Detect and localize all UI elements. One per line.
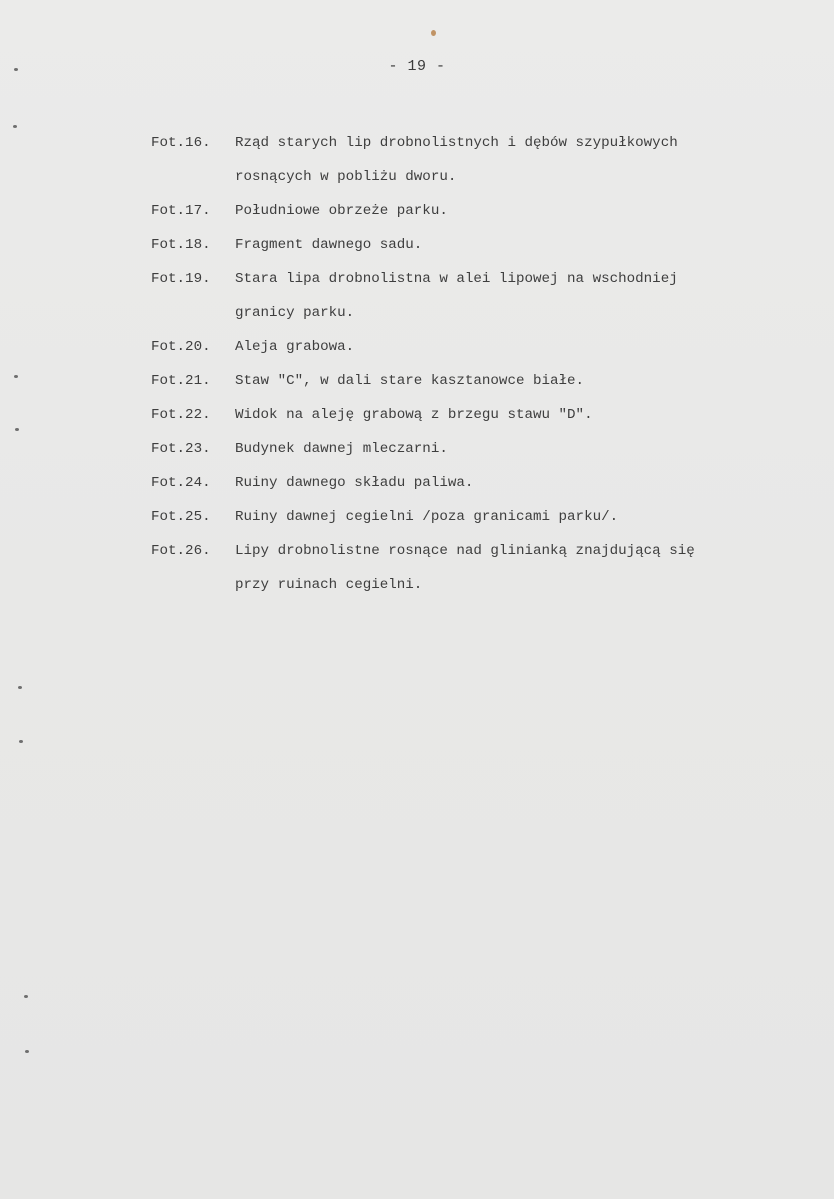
margin-punch-mark <box>15 428 19 431</box>
caption-line: Ruiny dawnej cegielni /poza granicami parku/. <box>235 509 619 525</box>
margin-punch-mark <box>24 995 28 998</box>
caption-text <box>235 500 811 534</box>
caption-text <box>235 194 811 228</box>
caption-line: Budynek dawnej mleczarni. <box>235 441 448 457</box>
caption-label: Fot.16. <box>151 135 211 151</box>
caption-entry-fot-19 <box>151 262 811 330</box>
caption-label: Fot.24. <box>151 475 211 491</box>
caption-text <box>235 126 811 194</box>
caption-label: Fot.17. <box>151 203 211 219</box>
caption-label: Fot.18. <box>151 237 211 253</box>
caption-text <box>235 262 811 330</box>
caption-entry-fot-21 <box>151 364 811 398</box>
caption-entry-fot-20 <box>151 330 811 364</box>
caption-text <box>235 398 811 432</box>
page-number: - 19 - <box>388 58 446 75</box>
caption-text <box>235 432 811 466</box>
caption-line: granicy parku. <box>235 305 355 321</box>
caption-line: Rząd starych lip drobnolistnych i dębów szypułkowych <box>235 135 678 151</box>
caption-entry-fot-18 <box>151 228 811 262</box>
caption-entry-fot-24 <box>151 466 811 500</box>
caption-text <box>235 228 811 262</box>
caption-label: Fot.19. <box>151 271 211 287</box>
caption-label: Fot.22. <box>151 407 211 423</box>
caption-text <box>235 330 811 364</box>
paper-speck <box>431 30 436 36</box>
margin-punch-mark <box>25 1050 29 1053</box>
margin-punch-mark <box>18 686 22 689</box>
caption-text <box>235 364 811 398</box>
caption-label: Fot.26. <box>151 543 211 559</box>
margin-punch-mark <box>14 375 18 378</box>
caption-line: Fragment dawnego sadu. <box>235 237 423 253</box>
caption-label: Fot.20. <box>151 339 211 355</box>
caption-text <box>235 534 811 602</box>
caption-entry-fot-23 <box>151 432 811 466</box>
caption-line: Widok na aleję grabową z brzegu stawu "D". <box>235 407 593 423</box>
caption-line: Południowe obrzeże parku. <box>235 203 448 219</box>
caption-line: Aleja grabowa. <box>235 339 355 355</box>
margin-punch-mark <box>19 740 23 743</box>
caption-entry-fot-26 <box>151 534 811 602</box>
caption-label: Fot.21. <box>151 373 211 389</box>
caption-entry-fot-17 <box>151 194 811 228</box>
caption-line: Stara lipa drobnolistna w alei lipowej na wschodniej <box>235 271 678 287</box>
caption-line: Ruiny dawnego składu paliwa. <box>235 475 474 491</box>
caption-line: rosnących w pobliżu dworu. <box>235 169 457 185</box>
caption-entry-fot-16 <box>151 126 811 194</box>
caption-line: przy ruinach cegielni. <box>235 577 423 593</box>
caption-text <box>235 466 811 500</box>
caption-entry-fot-22 <box>151 398 811 432</box>
caption-entry-fot-25 <box>151 500 811 534</box>
caption-label: Fot.23. <box>151 441 211 457</box>
caption-line: Staw "C", w dali stare kasztanowce białe. <box>235 373 585 389</box>
photo-caption-list <box>151 126 811 602</box>
caption-label: Fot.25. <box>151 509 211 525</box>
margin-punch-mark <box>13 125 17 128</box>
caption-line: Lipy drobnolistne rosnące nad glinianką znajdującą się <box>235 543 695 559</box>
